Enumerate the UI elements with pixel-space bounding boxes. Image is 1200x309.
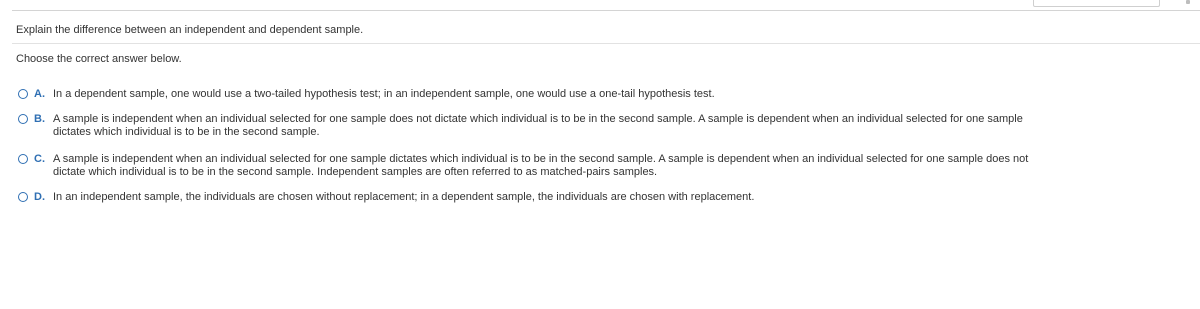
question-divider	[12, 43, 1200, 44]
radio-button-c[interactable]	[18, 154, 28, 164]
top-scroll-marker	[1186, 0, 1190, 4]
choice-text-line: In a dependent sample, one would use a two-tailed hypothesis test; in an independent sample, one would use a one-tail hypothesis test.	[53, 88, 715, 100]
choice-letter-b: B.	[34, 113, 45, 125]
question-text: Explain the difference between an independent and dependent sample.	[16, 24, 364, 36]
answer-choice-b[interactable]	[18, 113, 1173, 139]
answer-choice-a[interactable]	[18, 88, 1173, 101]
choice-text-a	[53, 88, 1173, 101]
choice-text-b	[53, 113, 1173, 139]
top-input-box[interactable]	[1033, 0, 1160, 7]
radio-button-a[interactable]	[18, 89, 28, 99]
answer-choice-d[interactable]	[18, 191, 1173, 204]
choice-text-line: A sample is independent when an individual selected for one sample dictates which individual is to be in the second sample. A sample is dependent when an individual selected for one sample does not	[53, 153, 1029, 165]
radio-button-d[interactable]	[18, 192, 28, 202]
instruction-text: Choose the correct answer below.	[16, 53, 182, 65]
top-divider	[12, 10, 1200, 11]
choice-text-line: In an independent sample, the individuals are chosen without replacement; in a dependent sample, the individuals are chosen with replacement.	[53, 191, 755, 203]
choice-text-c	[53, 153, 1173, 179]
choice-text-line: A sample is independent when an individual selected for one sample does not dictate which individual is to be in the second sample. A sample is dependent when an individual selected for one sample	[53, 113, 1023, 125]
choice-letter-d: D.	[34, 191, 45, 203]
choice-text-d	[53, 191, 1173, 204]
choice-text-line: dictates which individual is to be in the second sample.	[53, 126, 320, 138]
choice-letter-c: C.	[34, 153, 45, 165]
choice-letter-a: A.	[34, 88, 45, 100]
radio-button-b[interactable]	[18, 114, 28, 124]
choice-text-line: dictate which individual is to be in the second sample. Independent samples are often referred to as matched-pairs samples.	[53, 166, 658, 178]
answer-choice-c[interactable]	[18, 153, 1173, 179]
